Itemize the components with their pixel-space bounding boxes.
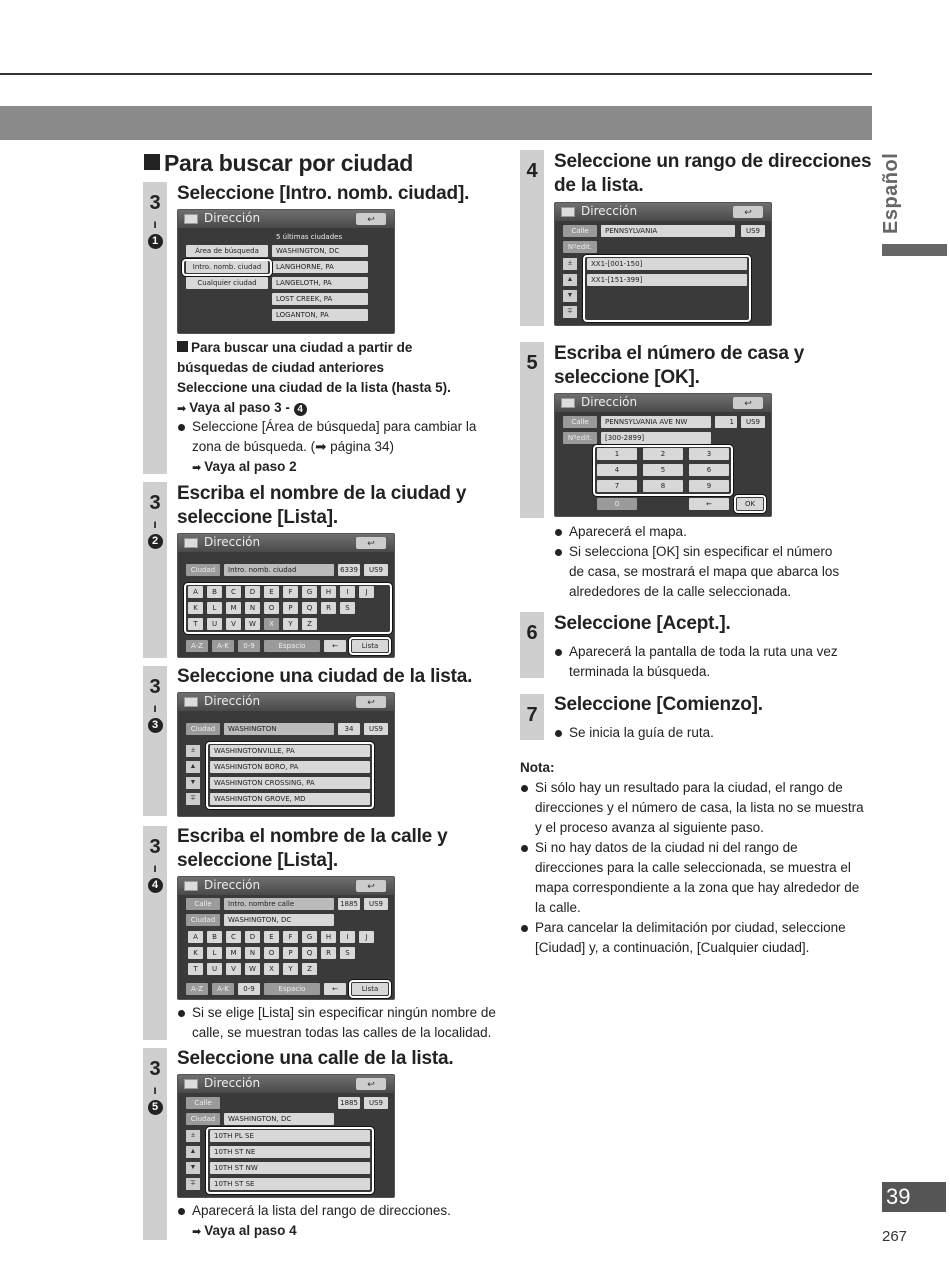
backspace-icon[interactable]: ← xyxy=(689,498,729,510)
numpad-key[interactable]: 3 xyxy=(689,448,729,460)
screen-title: Dirección xyxy=(204,1076,261,1090)
language-label: Español xyxy=(880,152,902,234)
numpad-key[interactable]: 0 xyxy=(597,498,637,510)
mode-ak-button[interactable]: A-K xyxy=(212,983,234,995)
header-band xyxy=(0,106,872,140)
highlight-frame xyxy=(583,255,751,322)
key[interactable]: V xyxy=(226,618,241,630)
note-line: direcciones y el número de casa, la lista no se muestra xyxy=(535,800,864,815)
step-6-bar xyxy=(520,612,544,678)
screen-range-list xyxy=(554,202,772,326)
city-value: WASHINGTON, DC xyxy=(224,1113,334,1125)
step-3-3-bar xyxy=(143,666,167,816)
match-count: 1885 xyxy=(338,1097,360,1109)
key[interactable]: F xyxy=(283,931,298,943)
note-line: mapa correspondiente a la zona que hay alrededor de xyxy=(535,880,860,895)
street-label-button[interactable]: Calle xyxy=(563,225,597,237)
substep-circle: 4 xyxy=(148,878,163,893)
language-tab xyxy=(880,150,910,240)
numpad-key[interactable]: 6 xyxy=(689,464,729,476)
address-book-icon xyxy=(184,881,198,891)
screen-house-number xyxy=(554,393,772,517)
key[interactable]: F xyxy=(283,586,298,598)
notes-section xyxy=(520,758,875,958)
step-number: 3 xyxy=(149,836,161,858)
screen-title: Dirección xyxy=(204,535,261,549)
heading-line: seleccione [OK]. xyxy=(554,367,700,388)
substep-circle: 5 xyxy=(148,1100,163,1115)
key[interactable]: C xyxy=(226,931,241,943)
step-3-2-heading xyxy=(177,482,466,530)
step-3-5-bar xyxy=(143,1048,167,1240)
key[interactable]: S xyxy=(340,602,355,614)
city-list-item[interactable]: WASHINGTONVILLE, PA xyxy=(210,745,370,757)
note-line: Se inicia la guía de ruta. xyxy=(554,723,874,743)
search-area-note xyxy=(177,417,497,478)
prev-select-text: Seleccione una ciudad de la lista (hasta 5). xyxy=(177,380,451,395)
screen-title: Dirección xyxy=(204,211,261,225)
numpad-key[interactable]: 2 xyxy=(643,448,683,460)
prev-title-line: Para buscar una ciudad a partir de xyxy=(191,340,413,355)
step-number: 5 xyxy=(526,352,538,374)
numpad-key[interactable]: 1 xyxy=(597,448,637,460)
scroll-down-icon[interactable]: ▼ xyxy=(563,290,577,302)
step-3-4-bar xyxy=(143,826,167,1040)
square-icon xyxy=(177,341,188,352)
enter-city-name-button[interactable]: Intro. nomb. ciudad xyxy=(186,261,268,273)
street-label-button[interactable]: Calle xyxy=(186,898,220,910)
heading-line: Escriba el nombre de la calle y xyxy=(177,826,448,847)
page-down-icon[interactable]: ∓ xyxy=(563,306,577,318)
key[interactable]: J xyxy=(359,931,374,943)
square-icon xyxy=(144,154,160,170)
step-dash: ı xyxy=(153,701,157,715)
city-history-item[interactable]: WASHINGTON, DC xyxy=(272,245,368,257)
address-book-icon xyxy=(561,398,575,408)
house-number-label[interactable]: Nºedit. xyxy=(563,432,597,444)
numpad-key[interactable]: 7 xyxy=(597,480,637,492)
step-3-2-bar xyxy=(143,482,167,658)
step-5-notes xyxy=(554,522,874,602)
substep-circle: 2 xyxy=(148,534,163,549)
note-line: de casa, se mostrará el mapa que abarca los xyxy=(569,564,840,579)
address-book-icon xyxy=(184,697,198,707)
goto-step-2: Vaya al paso 2 xyxy=(204,459,297,474)
heading-line: seleccione [Lista]. xyxy=(177,507,338,528)
backspace-icon[interactable]: ← xyxy=(324,640,346,652)
street-name-input[interactable]: Intro. nombre calle xyxy=(224,898,334,910)
back-icon[interactable]: ↩ xyxy=(356,880,386,892)
key[interactable]: N xyxy=(245,947,260,959)
highlight-frame xyxy=(349,637,391,655)
key[interactable]: P xyxy=(283,602,298,614)
lista-note xyxy=(177,1003,497,1043)
street-label-button[interactable]: Calle xyxy=(186,1097,220,1109)
step-3-3-heading: Seleccione una ciudad de la lista. xyxy=(177,666,473,687)
step-number: 3 xyxy=(149,192,161,214)
city-name-input[interactable]: WASHINGTON xyxy=(224,723,334,735)
step-circle-icon: 4 xyxy=(294,403,307,416)
heading-line: de la lista. xyxy=(554,175,644,196)
highlight-frame xyxy=(734,495,766,513)
key[interactable]: R xyxy=(321,947,336,959)
key[interactable]: G xyxy=(302,586,317,598)
highlight-frame xyxy=(206,1127,374,1194)
match-count: 1885 xyxy=(338,898,360,910)
city-name-input[interactable]: Intro. nomb. ciudad xyxy=(224,564,334,576)
mode-az-button[interactable]: A-Z xyxy=(186,640,208,652)
substep-circle: 3 xyxy=(148,718,163,733)
heading-line: Escriba el nombre de la ciudad y xyxy=(177,483,467,504)
screen-title: Dirección xyxy=(204,694,261,708)
address-book-icon xyxy=(184,538,198,548)
step-5-heading xyxy=(554,342,804,390)
address-book-icon xyxy=(184,1079,198,1089)
note-line: Si selecciona [OK] sin especificar el número xyxy=(554,542,874,562)
heading-line: seleccione [Lista]. xyxy=(177,850,338,871)
note-line: Si se elige [Lista] sin especificar ningún nombre de xyxy=(177,1003,497,1023)
key[interactable]: B xyxy=(207,586,222,598)
space-button[interactable]: Espacio xyxy=(264,983,320,995)
key[interactable]: Y xyxy=(283,963,298,975)
heading-line: Escriba el número de casa y xyxy=(554,343,805,364)
step-number: 3 xyxy=(149,492,161,514)
key[interactable]: A xyxy=(188,931,203,943)
numpad-key[interactable]: 9 xyxy=(689,480,729,492)
step-3-4-heading xyxy=(177,825,448,873)
back-icon[interactable]: ↩ xyxy=(733,206,763,218)
key[interactable]: Q xyxy=(302,947,317,959)
last-cities-label: 5 últimas ciudades xyxy=(276,233,343,241)
screen-title: Dirección xyxy=(581,204,638,218)
street-value: PENNSYLVANIA xyxy=(601,225,735,237)
step-number: 7 xyxy=(526,704,538,726)
page-up-icon[interactable]: ± xyxy=(186,745,200,757)
screen-title: Dirección xyxy=(204,878,261,892)
step-4-bar xyxy=(520,150,544,326)
section-title xyxy=(144,150,413,177)
key[interactable]: L xyxy=(207,602,222,614)
note-line: terminada la búsqueda. xyxy=(569,664,711,679)
mode-az-button[interactable]: A-Z xyxy=(186,983,208,995)
key[interactable]: Z xyxy=(302,618,317,630)
note-line: Aparecerá la lista del rango de direcciones. xyxy=(177,1201,497,1221)
city-label-button[interactable]: Ciudad xyxy=(186,564,220,576)
key[interactable]: W xyxy=(245,618,260,630)
city-history-item[interactable]: LANGHORNE, PA xyxy=(272,261,368,273)
key[interactable]: E xyxy=(264,931,279,943)
scroll-down-icon[interactable]: ▼ xyxy=(186,777,200,789)
key[interactable]: E xyxy=(264,586,279,598)
match-count: 34 xyxy=(338,723,360,735)
street-list-item[interactable]: 10TH ST NE xyxy=(210,1146,370,1158)
key[interactable]: Z xyxy=(302,963,317,975)
house-number-value: 1 xyxy=(715,416,737,428)
back-icon[interactable]: ↩ xyxy=(356,696,386,708)
section-title-text: Para buscar por ciudad xyxy=(164,150,414,176)
street-list-item[interactable]: 10TH ST SE xyxy=(210,1178,370,1190)
screen-city-list xyxy=(177,692,395,817)
key[interactable]: D xyxy=(245,931,260,943)
page-number: 267 xyxy=(882,1228,908,1245)
backspace-icon[interactable]: ← xyxy=(324,983,346,995)
page-up-icon[interactable]: ± xyxy=(563,258,577,270)
back-icon[interactable]: ↩ xyxy=(356,537,386,549)
key[interactable]: B xyxy=(207,931,222,943)
key[interactable]: J xyxy=(359,586,374,598)
prev-title-line: búsquedas de ciudad anteriores xyxy=(177,360,385,375)
substep-circle: 1 xyxy=(148,234,163,249)
step-dash: ı xyxy=(153,1083,157,1097)
top-rule xyxy=(0,73,872,75)
key[interactable]: I xyxy=(340,931,355,943)
ok-button[interactable]: OK xyxy=(737,498,763,510)
highlight-frame xyxy=(593,445,733,496)
notes-title: Nota: xyxy=(520,760,555,775)
previous-search-block xyxy=(177,338,487,419)
list-button[interactable]: Lista xyxy=(352,983,388,995)
step-3-1-heading: Seleccione [Intro. nomb. ciudad]. xyxy=(177,183,470,204)
key[interactable]: H xyxy=(321,586,336,598)
key[interactable]: N xyxy=(245,602,260,614)
city-list-item[interactable]: WASHINGTON GROVE, MD xyxy=(210,793,370,805)
house-range: [300-2899] xyxy=(601,432,711,444)
key[interactable]: K xyxy=(188,947,203,959)
page-down-icon[interactable]: ∓ xyxy=(186,793,200,805)
key[interactable]: X xyxy=(264,963,279,975)
step-dash: ı xyxy=(153,861,157,875)
language-tab-bar xyxy=(882,244,947,256)
street-list-item[interactable]: 10TH ST NW xyxy=(210,1162,370,1174)
back-icon[interactable]: ↩ xyxy=(356,1078,386,1090)
key[interactable]: C xyxy=(226,586,241,598)
state-button[interactable]: US9 xyxy=(741,416,765,428)
note-line: direcciones para la calle seleccionada, se muestra el xyxy=(535,860,851,875)
street-value: PENNSYLVANIA AVE NW xyxy=(601,416,711,428)
note-line: Seleccione [Área de búsqueda] para cambiar la xyxy=(177,417,497,437)
highlight-frame xyxy=(182,259,272,276)
step-6-heading: Seleccione [Acept.]. xyxy=(554,613,731,634)
key[interactable]: R xyxy=(321,602,336,614)
section-page-box: 39 xyxy=(882,1182,946,1212)
key[interactable]: M xyxy=(226,947,241,959)
range-list-item[interactable]: XX1-[151-399] xyxy=(587,274,747,286)
screen-street-keyboard xyxy=(177,876,395,1000)
key[interactable]: T xyxy=(188,963,203,975)
key[interactable]: O xyxy=(264,947,279,959)
range-list-item[interactable]: XX1-[001-150] xyxy=(587,258,747,270)
mode-ak-button[interactable]: A-K xyxy=(212,640,234,652)
state-button[interactable]: US9 xyxy=(364,723,388,735)
step-4-heading xyxy=(554,150,871,198)
scroll-down-icon[interactable]: ▼ xyxy=(186,1162,200,1174)
step-3-5-heading: Seleccione una calle de la lista. xyxy=(177,1048,454,1069)
key[interactable]: U xyxy=(207,963,222,975)
address-book-icon xyxy=(184,214,198,224)
mode-09-button[interactable]: 0-9 xyxy=(238,983,260,995)
screen-title: Dirección xyxy=(581,395,638,409)
street-label-button[interactable]: Calle xyxy=(563,416,597,428)
note-line: Para cancelar la delimitación por ciudad, seleccione xyxy=(520,918,875,938)
any-city-button[interactable]: Cualquier ciudad xyxy=(186,277,268,289)
key[interactable]: T xyxy=(188,618,203,630)
step-number: 3 xyxy=(149,676,161,698)
scroll-up-icon[interactable]: ▲ xyxy=(186,1146,200,1158)
step-number: 3 xyxy=(149,1058,161,1080)
note-line: calle, se muestran todas las calles de la localidad. xyxy=(192,1025,492,1040)
key[interactable]: G xyxy=(302,931,317,943)
key[interactable]: A xyxy=(188,586,203,598)
scroll-up-icon[interactable]: ▲ xyxy=(563,274,577,286)
key[interactable]: K xyxy=(188,602,203,614)
key[interactable]: H xyxy=(321,931,336,943)
key[interactable]: P xyxy=(283,947,298,959)
note-line: Si no hay datos de la ciudad ni del rango de xyxy=(520,838,875,858)
highlight-frame xyxy=(349,980,391,998)
street-list-item[interactable]: 10TH PL SE xyxy=(210,1130,370,1142)
list-button[interactable]: Lista xyxy=(352,640,388,652)
range-list-note xyxy=(177,1201,497,1242)
screen-city-keyboard xyxy=(177,533,395,658)
goto-step-3-4: Vaya al paso 3 - xyxy=(189,400,290,415)
highlight-frame xyxy=(184,583,392,634)
city-history-item[interactable]: LOGANTON, PA xyxy=(272,309,368,321)
note-line: Si sólo hay un resultado para la ciudad, el rango de xyxy=(520,778,875,798)
step-number: 4 xyxy=(526,160,538,182)
key[interactable]: Y xyxy=(283,618,298,630)
note-line: Aparecerá el mapa. xyxy=(554,522,874,542)
step-number: 6 xyxy=(526,622,538,644)
numpad-key[interactable]: 4 xyxy=(597,464,637,476)
city-history-item[interactable]: LOST CREEK, PA xyxy=(272,293,368,305)
step-dash: ı xyxy=(153,217,157,231)
city-label-button[interactable]: Ciudad xyxy=(186,723,220,735)
address-book-icon xyxy=(561,207,575,217)
state-button[interactable]: US9 xyxy=(364,564,388,576)
city-label-button[interactable]: Ciudad xyxy=(186,914,220,926)
page-down-icon[interactable]: ∓ xyxy=(186,1178,200,1190)
key[interactable]: X xyxy=(264,618,279,630)
step-dash: ı xyxy=(153,517,157,531)
step-3-1-bar xyxy=(143,182,167,474)
heading-line: Seleccione un rango de direcciones xyxy=(554,151,872,172)
step-7-notes xyxy=(554,723,874,743)
search-area-button[interactable]: Área de búsqueda xyxy=(186,245,268,257)
note-line: la calle. xyxy=(535,900,581,915)
scroll-up-icon[interactable]: ▲ xyxy=(186,761,200,773)
note-line: Aparecerá la pantalla de toda la ruta una vez xyxy=(554,642,874,662)
city-label-button[interactable]: Ciudad xyxy=(186,1113,220,1125)
key[interactable]: S xyxy=(340,947,355,959)
city-value: WASHINGTON, DC xyxy=(224,914,334,926)
state-button[interactable]: US9 xyxy=(741,225,765,237)
numpad-key[interactable]: 5 xyxy=(643,464,683,476)
key[interactable]: W xyxy=(245,963,260,975)
key[interactable]: M xyxy=(226,602,241,614)
key[interactable]: U xyxy=(207,618,222,630)
highlight-frame xyxy=(206,742,374,809)
key[interactable]: L xyxy=(207,947,222,959)
numpad-key[interactable]: 8 xyxy=(643,480,683,492)
house-number-label[interactable]: Nºedit. xyxy=(563,241,597,253)
goto-step-4: Vaya al paso 4 xyxy=(204,1223,297,1238)
step-7-heading: Seleccione [Comienzo]. xyxy=(554,694,763,715)
key[interactable]: V xyxy=(226,963,241,975)
city-list-item[interactable]: WASHINGTON BORO, PA xyxy=(210,761,370,773)
screen-street-list xyxy=(177,1074,395,1198)
key[interactable]: Q xyxy=(302,602,317,614)
note-line: zona de búsqueda. (➡ página 34) xyxy=(192,439,394,454)
page-up-icon[interactable]: ± xyxy=(186,1130,200,1142)
step-7-bar xyxy=(520,694,544,740)
back-icon[interactable]: ↩ xyxy=(356,213,386,225)
key[interactable]: D xyxy=(245,586,260,598)
screen-city-history xyxy=(177,209,395,334)
city-list-item[interactable]: WASHINGTON CROSSING, PA xyxy=(210,777,370,789)
city-history-item[interactable]: LANGELOTH, PA xyxy=(272,277,368,289)
state-button[interactable]: US9 xyxy=(364,1097,388,1109)
step-6-notes xyxy=(554,642,874,682)
key[interactable]: O xyxy=(264,602,279,614)
mode-09-button[interactable]: 0-9 xyxy=(238,640,260,652)
step-5-bar xyxy=(520,342,544,518)
key[interactable]: I xyxy=(340,586,355,598)
back-icon[interactable]: ↩ xyxy=(733,397,763,409)
note-line: [Ciudad] y, a continuación, [Cualquier ciudad]. xyxy=(535,940,810,955)
space-button[interactable]: Espacio xyxy=(264,640,320,652)
note-line: alrededores de la calle seleccionada. xyxy=(569,584,792,599)
match-count: 6339 xyxy=(338,564,360,576)
note-line: y el proceso avanza al siguiente paso. xyxy=(535,820,764,835)
state-button[interactable]: US9 xyxy=(364,898,388,910)
